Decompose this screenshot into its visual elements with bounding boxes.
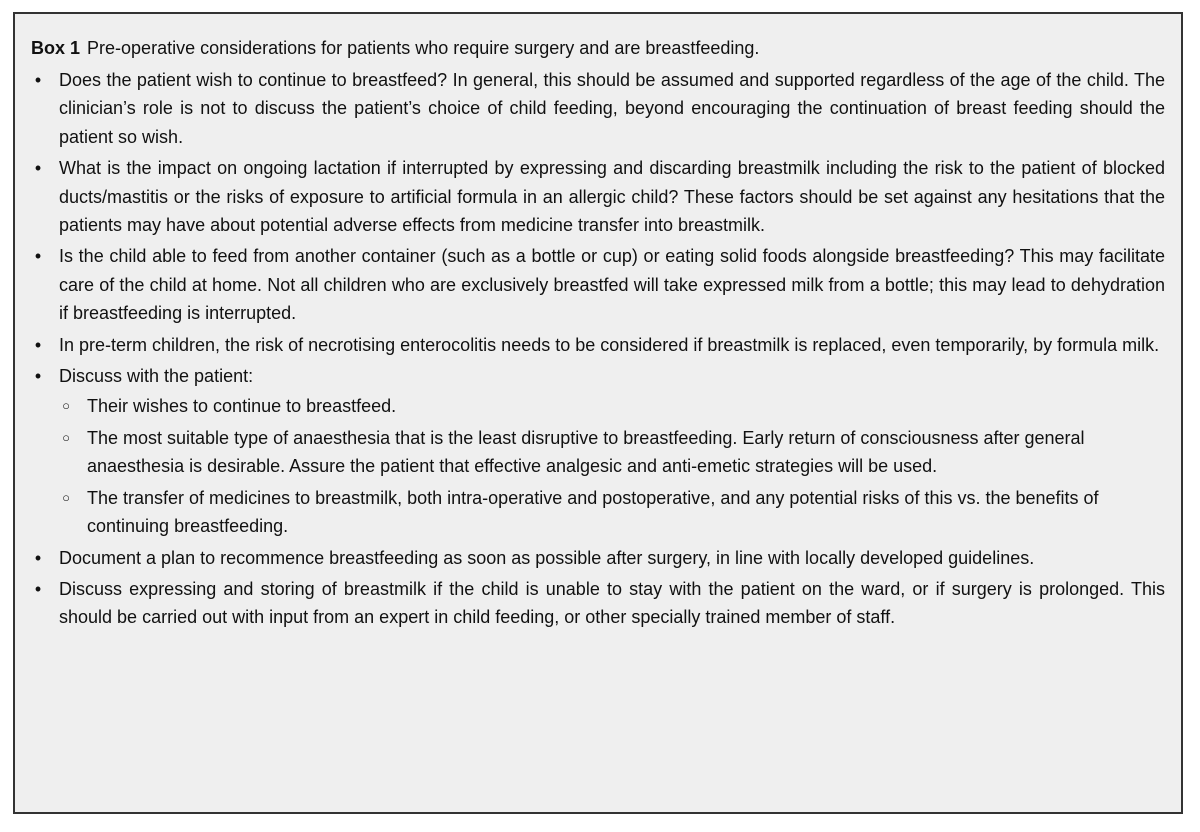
sub-list-item-text: The transfer of medicines to breastmilk, both intra-operative and postoperative, and any potential risks of this vs. the benefits of continuing breastfeeding. bbox=[87, 487, 1099, 537]
sub-list-item bbox=[59, 484, 1165, 541]
circle-bullet-icon: ○ bbox=[62, 429, 70, 445]
considerations-list bbox=[31, 66, 1165, 632]
list-item-text: Discuss expressing and storing of breastmilk if the child is unable to stay with the patient on the ward, or if surgery is prolonged. This should be carried out with input from an expert in child feeding, or other specially trained member of staff. bbox=[59, 578, 1165, 628]
list-item-text: In pre-term children, the risk of necrotising enterocolitis needs to be considered if breastmilk is replaced, even temporarily, by formula milk. bbox=[59, 334, 1160, 355]
box-title: Pre-operative considerations for patients who require surgery and are breastfeeding. bbox=[87, 38, 760, 58]
bullet-icon: • bbox=[34, 334, 42, 355]
discussion-sublist bbox=[59, 392, 1165, 540]
bullet-icon: • bbox=[34, 547, 42, 568]
list-item-text: What is the impact on ongoing lactation if interrupted by expressing and discarding breastmilk including the risk to the patient of blocked ducts/mastitis or the risks of exposure to artificial formula in an allergic child? These factors should be set against any hesitations that the patients may have about potential adverse effects from medicine transfer into breastmilk. bbox=[59, 158, 1165, 236]
list-item-text: Discuss with the patient: bbox=[59, 366, 254, 387]
bullet-icon: • bbox=[34, 158, 42, 179]
box-label: Box 1 bbox=[31, 38, 81, 58]
list-item bbox=[31, 575, 1165, 632]
list-item bbox=[31, 154, 1165, 239]
list-item-text: Is the child able to feed from another container (such as a bottle or cup) or eating solid foods alongside breastfeeding? This may facilitate care of the child at home. Not all children who are exclusively breastfed will take expressed milk from a bottle; this may lead to dehydration if breastfeeding is interrupted. bbox=[59, 246, 1165, 324]
sub-list-item-text: Their wishes to continue to breastfeed. bbox=[87, 396, 397, 417]
box-heading bbox=[31, 35, 1165, 62]
list-item bbox=[31, 242, 1165, 327]
sub-list-item bbox=[59, 392, 1165, 420]
sub-list-item-text: The most suitable type of anaesthesia that is the least disruptive to breastfeeding. Early return of consciousness after general anaesthesia is desirable. Assure the patient that effective analgesic and anti-emetic strategies will be used. bbox=[87, 427, 1085, 477]
circle-bullet-icon: ○ bbox=[62, 489, 70, 505]
bullet-icon: • bbox=[34, 70, 42, 90]
list-item bbox=[31, 331, 1165, 359]
bullet-icon: • bbox=[34, 366, 42, 387]
list-item-text: Document a plan to recommence breastfeeding as soon as possible after surgery, in line with locally developed guidelines. bbox=[59, 547, 1035, 568]
bullet-icon: • bbox=[34, 578, 42, 599]
box-1-panel bbox=[13, 12, 1183, 814]
list-item bbox=[31, 66, 1165, 151]
bullet-icon: • bbox=[34, 246, 42, 267]
list-item-text: Does the patient wish to continue to breastfeed? In general, this should be assumed and supported regardless of the age of the child. The clinician’s role is not to discuss the patient’s choice of child feeding, beyond encouraging the continuation of breast feeding should the patient so wish. bbox=[59, 70, 1165, 147]
list-item bbox=[31, 544, 1165, 572]
circle-bullet-icon: ○ bbox=[62, 398, 70, 414]
list-item bbox=[31, 362, 1165, 540]
sub-list-item bbox=[59, 424, 1165, 481]
